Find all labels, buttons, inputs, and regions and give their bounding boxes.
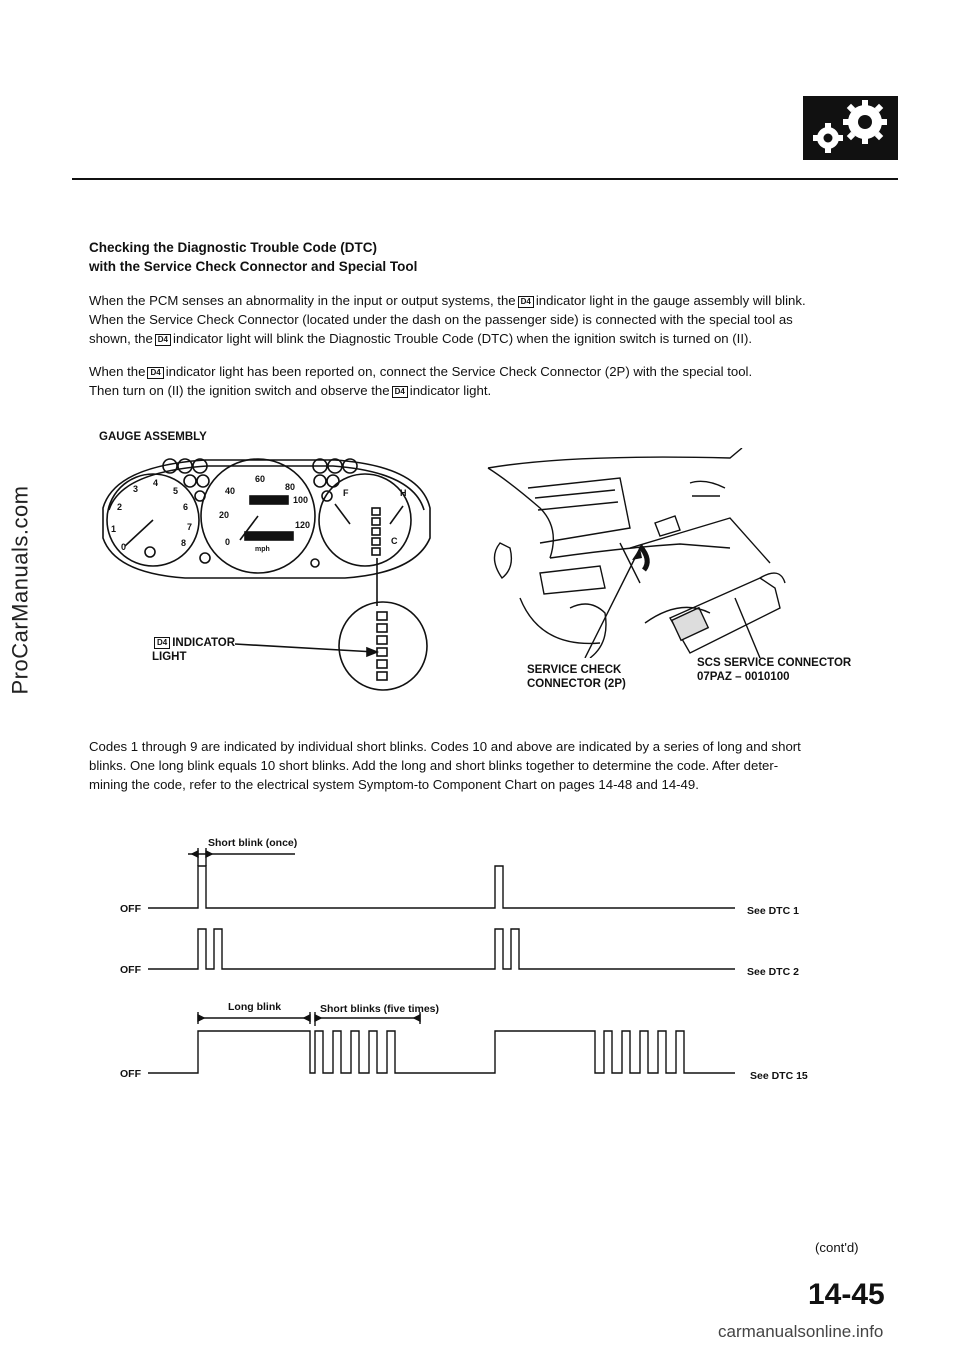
indicator-label-line-1: INDICATOR	[172, 637, 236, 649]
section-gears-icon	[803, 96, 898, 160]
fuel-f: F	[343, 488, 349, 498]
see-dtc2-label: See DTC 2	[747, 966, 799, 978]
see-dtc1-label: See DTC 1	[747, 905, 799, 917]
d4-indicator-icon: D4	[518, 296, 534, 308]
para3-line-3: mining the code, refer to the electrical system Symptom-to Component Chart on pages 14-48 and 14-49.	[89, 777, 699, 792]
header-rule	[72, 178, 898, 180]
footer-watermark: carmanualsonline.info	[718, 1322, 884, 1341]
para1-text-d: indicator light will blink the Diagnostic Trouble Code (DTC) when the ignition switch is turned on (II).	[173, 331, 753, 346]
scs-line-2: 07PAZ – 0010100	[697, 671, 790, 683]
page-number: 14-45	[808, 1278, 885, 1311]
temp-h: H	[400, 488, 407, 498]
service-check-line-2: CONNECTOR (2P)	[527, 678, 626, 690]
heading-line-1: Checking the Diagnostic Trouble Code (DTC)	[89, 240, 378, 255]
short-blinks-five-label: Short blinks (five times)	[320, 1003, 440, 1015]
speed-20: 20	[219, 510, 230, 520]
para1-text-a: When the PCM senses an abnormality in the input or output systems, the	[89, 293, 516, 308]
speed-0: 0	[225, 537, 231, 547]
gauge-assembly-label: GAUGE ASSEMBLY	[99, 431, 207, 443]
d4-indicator-icon: D4	[154, 637, 170, 649]
para1-line-2: When the Service Check Connector (located under the dash on the passenger side) is connected with the special tool as	[89, 312, 793, 327]
side-watermark-text: ProCarManuals.com	[7, 485, 33, 695]
d4-indicator-icon: D4	[147, 367, 163, 379]
short-blink-once-label: Short blink (once)	[208, 837, 298, 849]
side-watermark	[4, 290, 36, 890]
speed-80: 80	[285, 482, 296, 492]
section-heading	[89, 238, 417, 276]
para3-line-1: Codes 1 through 9 are indicated by individual short blinks. Codes 10 and above are indicated by a series of long and short	[89, 739, 801, 754]
temp-c: C	[391, 536, 398, 546]
speed-100: 100	[293, 495, 309, 505]
long-blink-label: Long blink	[228, 1001, 282, 1013]
tach-4: 4	[153, 478, 159, 488]
see-dtc15-label: See DTC 15	[750, 1070, 808, 1082]
scs-connector-label	[697, 656, 851, 684]
tach-1: 1	[111, 524, 117, 534]
scs-line-1: SCS SERVICE CONNECTOR	[697, 657, 852, 669]
gauge-assembly-illustration	[95, 448, 435, 698]
off-label-1: OFF	[120, 903, 141, 915]
tach-2: 2	[117, 502, 123, 512]
connect-paragraph	[89, 362, 889, 400]
off-label-3: OFF	[120, 1068, 141, 1080]
speed-40: 40	[225, 486, 236, 496]
heading-line-2: with the Service Check Connector and Special Tool	[89, 259, 418, 274]
d4-indicator-icon: D4	[392, 386, 408, 398]
para3-line-2: blinks. One long blink equals 10 short blinks. Add the long and short blinks together to determine the code. After deter-	[89, 758, 779, 773]
tach-7: 7	[187, 522, 193, 532]
tach-6: 6	[183, 502, 189, 512]
d4-indicator-icon: D4	[155, 334, 171, 346]
codes-paragraph	[89, 737, 889, 794]
service-check-label	[527, 663, 626, 691]
off-label-2: OFF	[120, 964, 141, 976]
speed-60: 60	[255, 474, 266, 484]
para2-text-a: When the	[89, 364, 146, 379]
service-check-line-1: SERVICE CHECK	[527, 664, 622, 676]
dashboard-connector-illustration	[480, 448, 810, 658]
speed-120: 120	[295, 520, 311, 530]
tach-0: 0	[121, 542, 127, 552]
indicator-light-label	[152, 636, 235, 664]
blink-timing-diagram	[110, 826, 850, 1096]
para2-text-c: Then turn on (II) the ignition switch and observe the	[89, 383, 390, 398]
para2-text-d: indicator light.	[409, 383, 492, 398]
tach-8: 8	[181, 538, 187, 548]
continued-label: (cont'd)	[815, 1240, 859, 1255]
para2-text-b: indicator light has been reported on, connect the Service Check Connector (2P) with the special tool.	[165, 364, 753, 379]
para1-text-c: shown, the	[89, 331, 153, 346]
mph-label: mph	[255, 546, 270, 553]
tach-3: 3	[133, 484, 139, 494]
intro-paragraph	[89, 291, 889, 348]
indicator-label-line-2: LIGHT	[152, 651, 187, 663]
tach-5: 5	[173, 486, 179, 496]
para1-text-b: indicator light in the gauge assembly will blink.	[535, 293, 806, 308]
